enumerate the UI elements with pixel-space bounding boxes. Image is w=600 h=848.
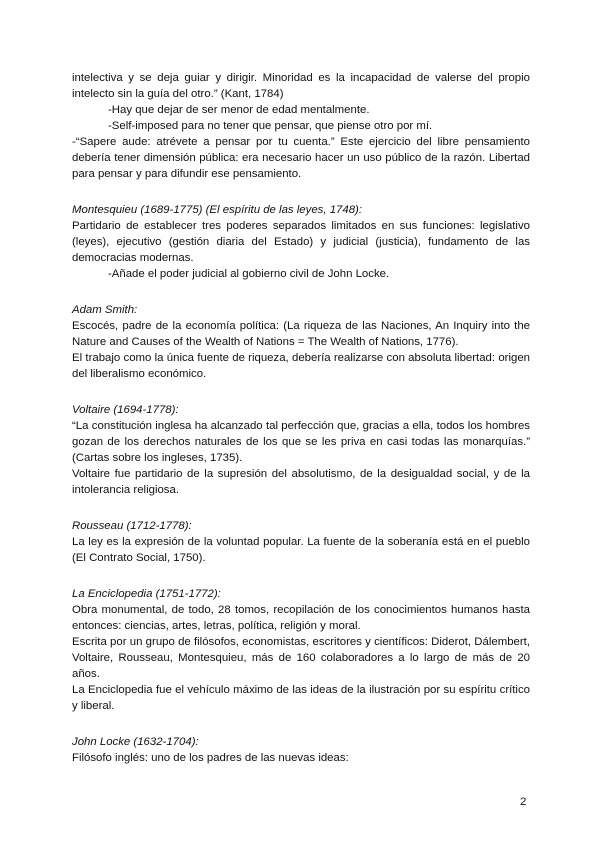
document-page bbox=[72, 70, 530, 766]
locke-paragraph: Filósofo inglés: uno de los padres de las nuevas ideas: bbox=[72, 752, 349, 764]
montesquieu-note: -Añade el poder judicial al gobierno civil de John Locke. bbox=[108, 268, 390, 280]
voltaire-quote: “La constitución inglesa ha alcanzado tal perfección que, gracias a ella, todos los hombres gozan de los derechos naturales de los que se les priva en casi todas las monarquías.” (Cartas sobre los ingleses, 1735). bbox=[72, 420, 530, 464]
voltaire-paragraph: Voltaire fue partidario de la supresión del absolutismo, de la desigualdad social, y de la intolerancia religiosa. bbox=[72, 468, 530, 496]
enciclopedia-paragraph-1: Obra monumental, de todo, 28 tomos, recopilación de los conocimientos humanos hasta entonces: ciencias, artes, letras, política, religión y moral. bbox=[72, 604, 530, 632]
intro-note-1: -Hay que dejar de ser menor de edad mentalmente. bbox=[108, 104, 370, 116]
sapere-aude-paragraph: -“Sapere aude: atrévete a pensar por tu cuenta.” Este ejercicio del libre pensamiento debería tener dimensión pública: era necesario hacer un uso público de la razón. Libertad para pensar y para difundir ese pensamiento. bbox=[72, 136, 530, 180]
montesquieu-heading: Montesquieu (1689-1775) (El espíritu de las leyes, 1748): bbox=[72, 204, 362, 216]
rousseau-heading: Rousseau (1712-1778): bbox=[72, 520, 192, 532]
rousseau-paragraph: La ley es la expresión de la voluntad popular. La fuente de la soberanía está en el pueblo (El Contrato Social, 1750). bbox=[72, 536, 530, 564]
intro-note-2: -Self-imposed para no tener que pensar, que piense otro por mí. bbox=[108, 120, 433, 132]
montesquieu-paragraph: Partidario de establecer tres poderes separados limitados en sus funciones: legislativo (leyes), ejecutivo (gestión diaria del Estado) y judicial (justicia), fundamento de las democracias modernas. bbox=[72, 220, 530, 264]
locke-heading: John Locke (1632-1704): bbox=[72, 736, 199, 748]
smith-paragraph-1: Escocés, padre de la economía política: (La riqueza de las Naciones, An Inquiry into the Nature and Causes of the Wealth of Nations = The Wealth of Nations, 1776). bbox=[72, 320, 530, 348]
enciclopedia-paragraph-2: Escrita por un grupo de filósofos, economistas, escritores y científicos: Diderot, Dálembert, Voltaire, Rousseau, Montesquieu, más de 160 colaboradores a lo largo de más de 20 años. bbox=[72, 636, 530, 680]
voltaire-heading: Voltaire (1694-1778): bbox=[72, 404, 179, 416]
intro-paragraph: intelectiva y se deja guiar y dirigir. Minoridad es la incapacidad de valerse del propio intelecto sin la guía del otro.” (Kant, 1784) bbox=[72, 72, 530, 100]
smith-heading: Adam Smith: bbox=[72, 304, 138, 316]
smith-paragraph-2: El trabajo como la única fuente de riqueza, debería realizarse con absoluta libertad: origen del liberalismo económico. bbox=[72, 352, 530, 380]
enciclopedia-paragraph-3: La Enciclopedia fue el vehículo máximo de las ideas de la ilustración por su espíritu crítico y liberal. bbox=[72, 684, 530, 712]
page-number: 2 bbox=[520, 796, 527, 808]
enciclopedia-heading: La Enciclopedia (1751-1772): bbox=[72, 588, 221, 600]
